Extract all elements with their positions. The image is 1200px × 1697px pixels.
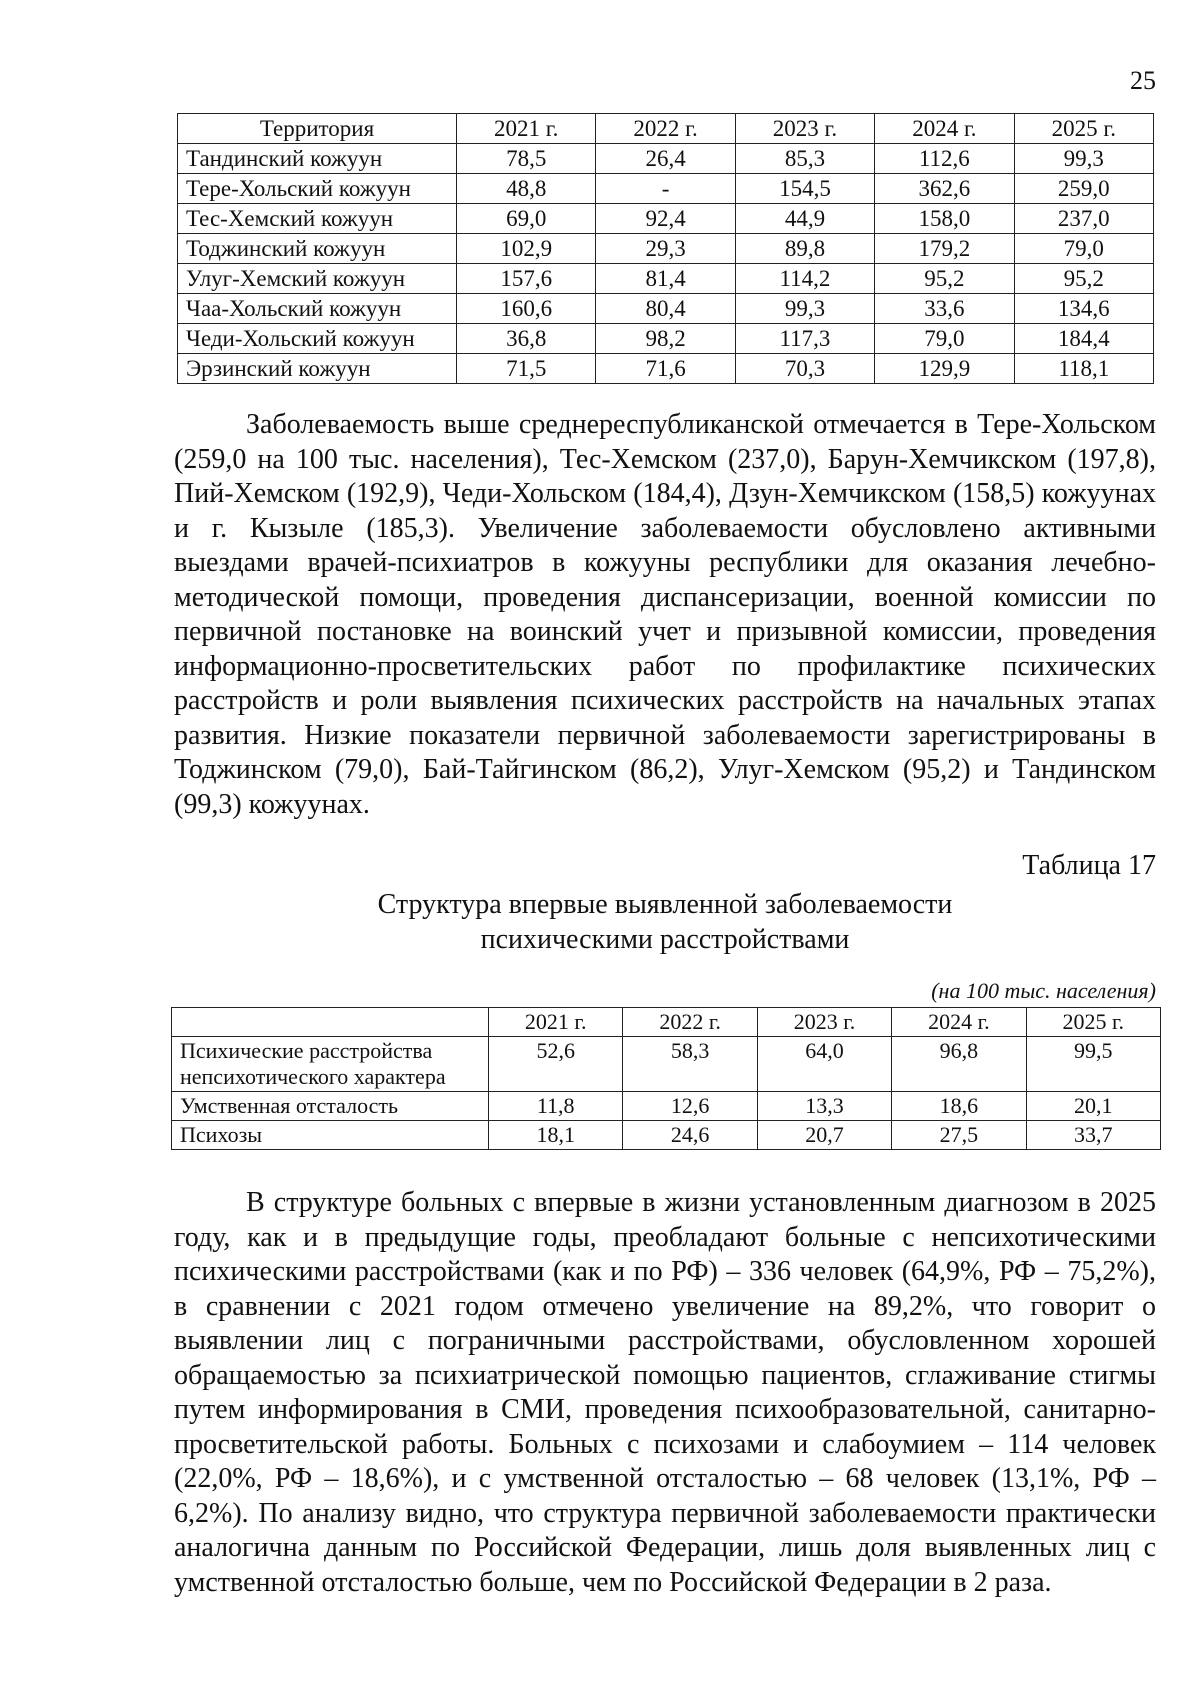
value-cell: 78,5 [457, 144, 596, 174]
value-cell: 99,3 [1014, 144, 1153, 174]
value-cell: 118,1 [1014, 354, 1153, 384]
value-cell: 64,0 [757, 1037, 891, 1092]
value-cell: 44,9 [735, 204, 874, 234]
value-cell: 58,3 [623, 1037, 757, 1092]
value-cell: 12,6 [623, 1092, 757, 1121]
table-title-line: Структура впервые выявленной заболеваемости [377, 889, 953, 920]
value-cell: 81,4 [596, 264, 735, 294]
value-cell: 259,0 [1014, 174, 1153, 204]
column-header: 2022 г. [623, 1008, 757, 1037]
table-row [172, 1037, 1161, 1092]
value-cell: 114,2 [735, 264, 874, 294]
row-label-cell: Тес-Хемский кожуун [178, 204, 457, 234]
value-cell: 20,7 [757, 1121, 891, 1150]
value-cell: 99,5 [1026, 1037, 1160, 1092]
table-header-row [178, 114, 1154, 144]
row-label-cell: Чеди-Хольский кожуун [178, 324, 457, 354]
table-unit-note: (на 100 тыс. населения) [931, 978, 1156, 1003]
value-cell: 96,8 [892, 1037, 1026, 1092]
value-cell: 79,0 [1014, 234, 1153, 264]
table-header-row [172, 1008, 1161, 1037]
value-cell: 24,6 [623, 1121, 757, 1150]
column-header: Территория [178, 114, 457, 144]
column-header: 2022 г. [596, 114, 735, 144]
value-cell: 134,6 [1014, 294, 1153, 324]
body-paragraph: Заболеваемость выше среднереспубликанской отмечается в Тере-Хольском (259,0 на 100 тыс. населения), Тес-Хемском (237,0), Барун-Хемчикском (197,8), Пий-Хемском (192,9), Чеди-Хольском (184,4), Дзун-Хемчикском (158,5) кожуунах и г. Кызыле (185,3). Увеличение заболеваемости обусловлено активными выездами врачей-психиатров в кожууны республики для оказания лечебно-методической помощи, проведения диспансеризации, военной комиссии по первичной постановке на воинский учет и призывной комиссии, проведения информационно-просветительских работ по профилактике психических расстройств и роли выявления психических расстройств на начальных этапах развития. Низкие показатели первичной заболеваемости зарегистрированы в Тоджинском (79,0), Бай-Тайгинском (86,2), Улуг-Хемском (95,2) и Тандинском (99,3) кожуунах. [174, 409, 1156, 820]
value-cell: 80,4 [596, 294, 735, 324]
value-cell: 129,9 [875, 354, 1014, 384]
table-row [178, 234, 1154, 264]
value-cell: 71,6 [596, 354, 735, 384]
value-cell: 184,4 [1014, 324, 1153, 354]
table-row [178, 144, 1154, 174]
value-cell: 70,3 [735, 354, 874, 384]
value-cell: 237,0 [1014, 204, 1153, 234]
value-cell: 36,8 [457, 324, 596, 354]
table-row [178, 324, 1154, 354]
row-label-cell: Тере-Хольский кожуун [178, 174, 457, 204]
page-number: 25 [1130, 66, 1156, 95]
value-cell: 98,2 [596, 324, 735, 354]
value-cell: 362,6 [875, 174, 1014, 204]
value-cell: 18,6 [892, 1092, 1026, 1121]
value-cell: 92,4 [596, 204, 735, 234]
row-label-cell: Чаа-Хольский кожуун [178, 294, 457, 324]
column-header: 2024 г. [875, 114, 1014, 144]
row-label-cell: Улуг-Хемский кожуун [178, 264, 457, 294]
value-cell: 95,2 [875, 264, 1014, 294]
column-header [172, 1008, 489, 1037]
column-header: 2025 г. [1026, 1008, 1160, 1037]
value-cell: 20,1 [1026, 1092, 1160, 1121]
value-cell: 99,3 [735, 294, 874, 324]
table-row [178, 354, 1154, 384]
value-cell: - [596, 174, 735, 204]
value-cell: 89,8 [735, 234, 874, 264]
column-header: 2021 г. [489, 1008, 623, 1037]
value-cell: 26,4 [596, 144, 735, 174]
value-cell: 157,6 [457, 264, 596, 294]
value-cell: 102,9 [457, 234, 596, 264]
value-cell: 29,3 [596, 234, 735, 264]
row-label-cell: Тандинский кожуун [178, 144, 457, 174]
table-row [178, 294, 1154, 324]
value-cell: 18,1 [489, 1121, 623, 1150]
value-cell: 27,5 [892, 1121, 1026, 1150]
column-header: 2023 г. [757, 1008, 891, 1037]
table-row [172, 1121, 1161, 1150]
value-cell: 158,0 [875, 204, 1014, 234]
value-cell: 33,6 [875, 294, 1014, 324]
value-cell: 13,3 [757, 1092, 891, 1121]
column-header: 2021 г. [457, 114, 596, 144]
table-label: Таблица 17 [1022, 850, 1156, 881]
column-header: 2025 г. [1014, 114, 1153, 144]
table-title [300, 887, 1030, 957]
row-label-cell: Тоджинский кожуун [178, 234, 457, 264]
value-cell: 69,0 [457, 204, 596, 234]
value-cell: 52,6 [489, 1037, 623, 1092]
territory-incidence-table [177, 113, 1154, 384]
row-label-cell: Эрзинский кожуун [178, 354, 457, 384]
row-label-cell: Психические расстройства непсихотического характера [172, 1037, 489, 1092]
value-cell: 179,2 [875, 234, 1014, 264]
table-row [178, 174, 1154, 204]
value-cell: 33,7 [1026, 1121, 1160, 1150]
body-paragraph: В структуре больных с впервые в жизни установленным диагнозом в 2025 году, как и в предыдущие годы, преобладают больные с непсихотическими психическими расстройствами (как и по РФ) – 336 человек (64,9%, РФ – 75,2%), в сравнении с 2021 годом отмечено увеличение на 89,2%, что говорит о выявлении лиц с пограничными расстройствами, обусловленном хорошей обращаемостью за психиатрической помощью пациентов, сглаживание стигмы путем информирования в СМИ, проведения психообразовательной, санитарно-просветительской работы. Больных с психозами и слабоумием – 114 человек (22,0%, РФ – 18,6%), и с умственной отсталостью – 68 человек (13,1%, РФ – 6,2%). По анализу видно, что структура первичной заболеваемости практически аналогична данным по Российской Федерации, лишь доля выявленных лиц с умственной отсталостью больше, чем по Российской Федерации в 2 раза. [174, 1187, 1156, 1598]
table-row [178, 264, 1154, 294]
table-row [178, 204, 1154, 234]
row-label-cell: Психозы [172, 1121, 489, 1150]
value-cell: 160,6 [457, 294, 596, 324]
value-cell: 79,0 [875, 324, 1014, 354]
value-cell: 95,2 [1014, 264, 1153, 294]
value-cell: 71,5 [457, 354, 596, 384]
table-title-line: психическими расстройствами [480, 924, 850, 955]
column-header: 2024 г. [892, 1008, 1026, 1037]
value-cell: 154,5 [735, 174, 874, 204]
row-label-cell: Умственная отсталость [172, 1092, 489, 1121]
value-cell: 48,8 [457, 174, 596, 204]
value-cell: 11,8 [489, 1092, 623, 1121]
value-cell: 112,6 [875, 144, 1014, 174]
table-row [172, 1092, 1161, 1121]
value-cell: 85,3 [735, 144, 874, 174]
incidence-structure-table [171, 1007, 1161, 1150]
value-cell: 117,3 [735, 324, 874, 354]
column-header: 2023 г. [735, 114, 874, 144]
